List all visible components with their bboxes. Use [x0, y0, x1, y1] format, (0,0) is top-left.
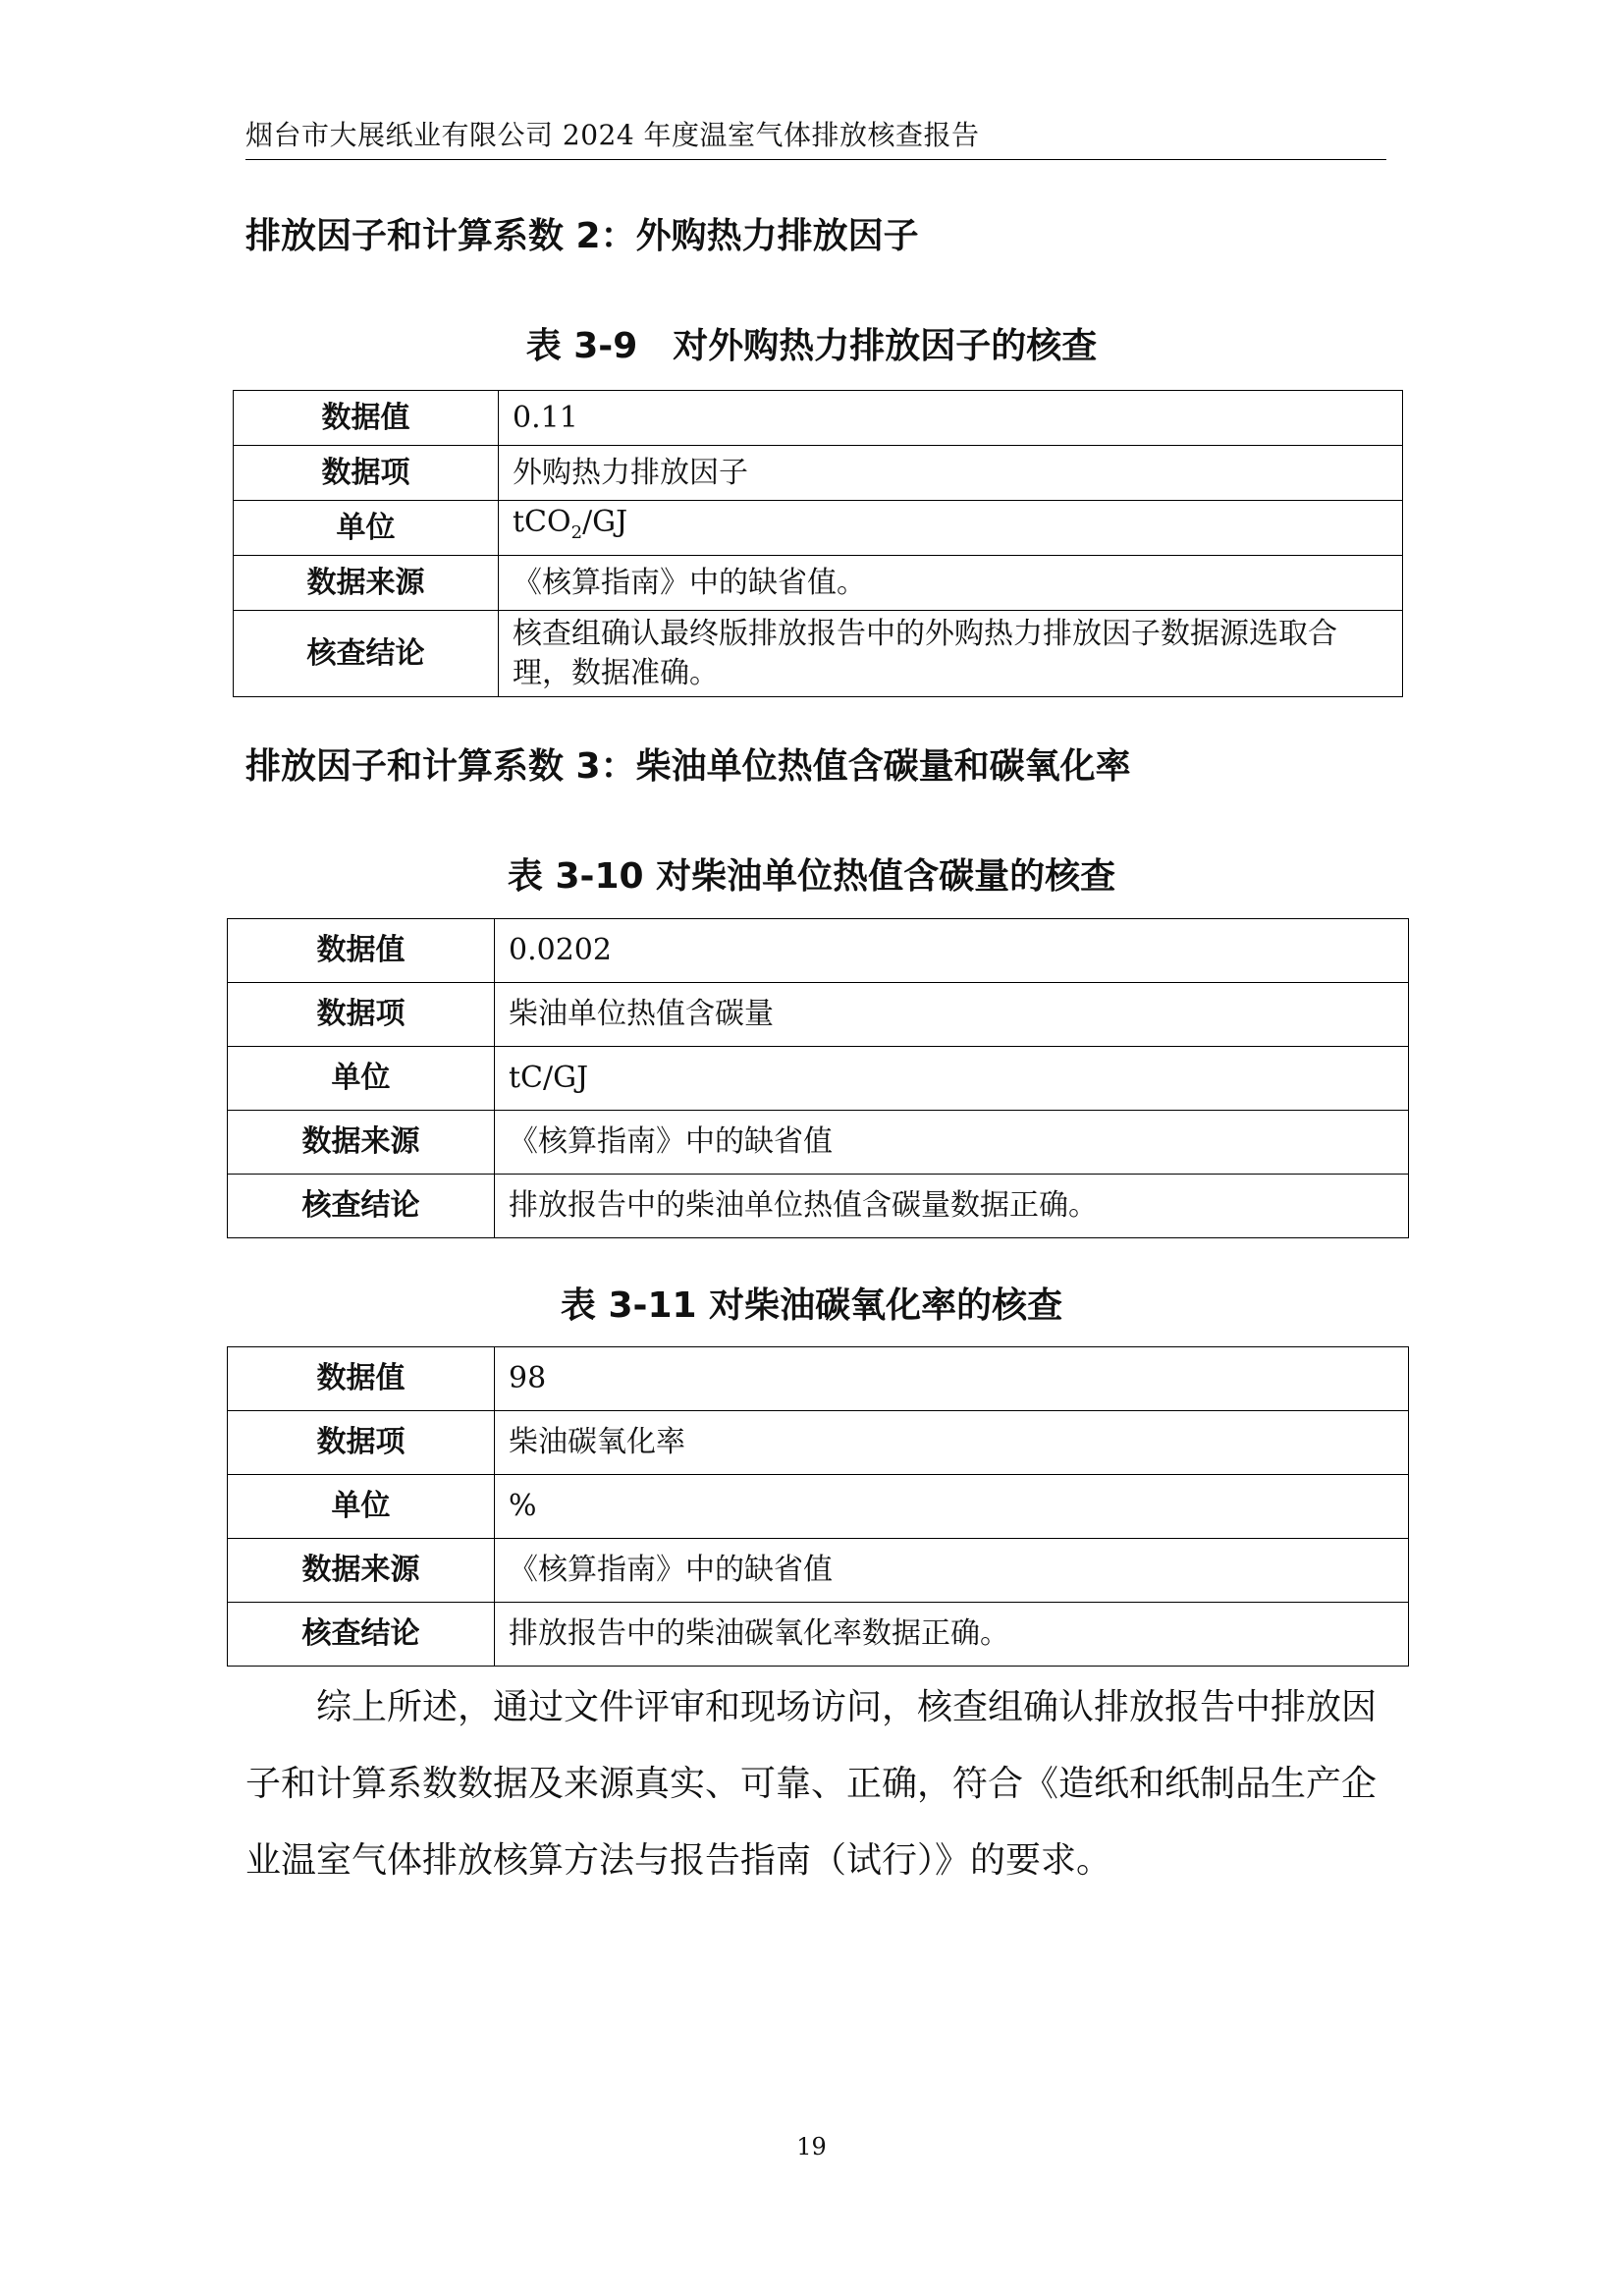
row-key: 数据值 — [228, 1347, 495, 1411]
section-heading-3: 排放因子和计算系数 3：柴油单位热值含碳量和碳氧化率 — [245, 746, 1131, 787]
row-value: 《核算指南》中的缺省值 — [495, 1539, 1409, 1603]
row-key: 数据值 — [234, 391, 499, 446]
table-row — [234, 556, 1403, 611]
row-key: 核查结论 — [234, 611, 499, 697]
row-key: 数据项 — [228, 983, 495, 1047]
row-key: 单位 — [234, 501, 499, 556]
page-header: 烟台市大展纸业有限公司 2024 年度温室气体排放核查报告 — [245, 119, 980, 151]
table-row — [228, 1175, 1409, 1238]
table-row — [228, 1475, 1409, 1539]
row-value: 0.0202 — [495, 919, 1409, 983]
unit-suffix: /GJ — [582, 505, 628, 539]
table-row — [228, 1347, 1409, 1411]
table-row — [228, 1411, 1409, 1475]
row-key: 数据项 — [234, 446, 499, 501]
row-key: 单位 — [228, 1047, 495, 1111]
table-row — [228, 1047, 1409, 1111]
table-row — [234, 391, 1403, 446]
table-row — [228, 1603, 1409, 1667]
row-key: 数据值 — [228, 919, 495, 983]
unit-prefix: tCO — [513, 505, 571, 539]
table-3-11 — [227, 1346, 1409, 1667]
row-value: 98 — [495, 1347, 1409, 1411]
row-value: 0.11 — [499, 391, 1403, 446]
table-row — [234, 611, 1403, 697]
table-row — [234, 501, 1403, 556]
table-row — [228, 919, 1409, 983]
row-value: 柴油单位热值含碳量 — [495, 983, 1409, 1047]
row-value: tC/GJ — [495, 1047, 1409, 1111]
row-value: 核查组确认最终版排放报告中的外购热力排放因子数据源选取合理，数据准确。 — [499, 611, 1403, 697]
table-3-9-caption: 表 3-9 对外购热力排放因子的核查 — [525, 326, 1098, 366]
row-value: 柴油碳氧化率 — [495, 1411, 1409, 1475]
header-rule — [245, 159, 1386, 160]
row-key: 数据项 — [228, 1411, 495, 1475]
row-value: 《核算指南》中的缺省值。 — [499, 556, 1403, 611]
row-value — [499, 501, 1403, 556]
table-row — [228, 1539, 1409, 1603]
row-key: 单位 — [228, 1475, 495, 1539]
row-key: 数据来源 — [228, 1539, 495, 1603]
row-key: 核查结论 — [228, 1175, 495, 1238]
summary-paragraph: 综上所述，通过文件评审和现场访问，核查组确认排放报告中排放因子和计算系数数据及来源真实、可靠、正确，符合《造纸和纸制品生产企业温室气体排放核算方法与报告指南（试行）》的要求。 — [245, 1687, 1378, 1881]
row-value: 排放报告中的柴油碳氧化率数据正确。 — [495, 1603, 1409, 1667]
table-3-9 — [233, 390, 1403, 697]
row-value: % — [495, 1475, 1409, 1539]
row-key: 数据来源 — [228, 1111, 495, 1175]
row-key: 核查结论 — [228, 1603, 495, 1667]
row-key: 数据来源 — [234, 556, 499, 611]
section-heading-2: 排放因子和计算系数 2：外购热力排放因子 — [245, 216, 919, 256]
table-3-11-caption: 表 3-11 对柴油碳氧化率的核查 — [560, 1285, 1063, 1326]
row-value: 排放报告中的柴油单位热值含碳量数据正确。 — [495, 1175, 1409, 1238]
page-number: 19 — [796, 2133, 827, 2160]
row-value: 《核算指南》中的缺省值 — [495, 1111, 1409, 1175]
table-row — [228, 1111, 1409, 1175]
table-3-10-caption: 表 3-10 对柴油单位热值含碳量的核查 — [507, 856, 1116, 897]
table-row — [228, 983, 1409, 1047]
table-3-10 — [227, 918, 1409, 1238]
row-value: 外购热力排放因子 — [499, 446, 1403, 501]
unit-subscript: 2 — [570, 522, 583, 543]
table-row — [234, 446, 1403, 501]
